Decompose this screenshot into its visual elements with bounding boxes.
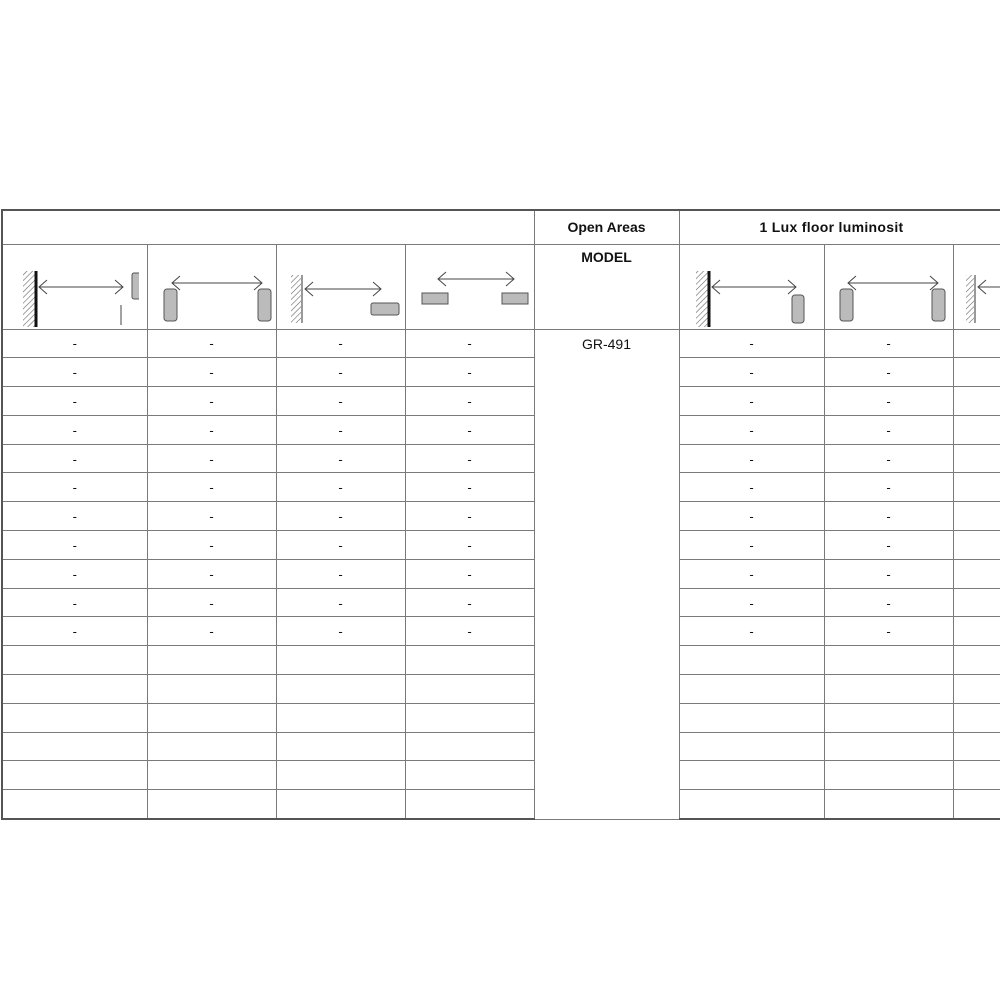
table-cell <box>824 790 953 819</box>
cell-value: - <box>338 480 343 496</box>
table-cell <box>824 646 953 675</box>
cell-value: - <box>72 365 77 381</box>
cell-value: - <box>749 537 754 553</box>
cell-value: - <box>72 336 77 352</box>
table-cell <box>953 675 1000 704</box>
cell-value: - <box>72 393 77 409</box>
cell-value: - <box>72 451 77 467</box>
table-cell <box>824 329 953 358</box>
cell-value: - <box>209 624 214 640</box>
header-row-icons <box>2 244 1000 329</box>
cell-value: - <box>338 595 343 611</box>
table-row <box>2 703 1000 732</box>
table-cell <box>147 559 276 588</box>
table-cell <box>405 675 534 704</box>
cell-value: - <box>749 566 754 582</box>
cell-value: - <box>72 422 77 438</box>
cell-value: - <box>467 537 472 553</box>
table-cell <box>405 617 534 646</box>
table-cell <box>276 559 405 588</box>
table-cell <box>953 444 1000 473</box>
table-cell <box>147 415 276 444</box>
table-cell <box>276 531 405 560</box>
icon-cell-7 <box>953 244 1000 329</box>
table-cell <box>405 588 534 617</box>
table-cell <box>2 473 147 502</box>
table-cell <box>405 444 534 473</box>
table-cell <box>276 588 405 617</box>
table-cell <box>2 675 147 704</box>
model-value: GR-491 <box>534 329 679 819</box>
table-row <box>2 444 1000 473</box>
table-cell <box>147 646 276 675</box>
table-cell <box>679 588 824 617</box>
table-cell <box>824 761 953 790</box>
table-cell <box>405 502 534 531</box>
table-cell <box>2 761 147 790</box>
table-cell <box>679 617 824 646</box>
table-cell <box>824 732 953 761</box>
table-cell <box>405 415 534 444</box>
table-cell <box>405 387 534 416</box>
table-cell <box>276 675 405 704</box>
table-cell <box>679 329 824 358</box>
table-cell <box>679 415 824 444</box>
table-cell <box>679 473 824 502</box>
icon-cell-5 <box>679 244 824 329</box>
table-row <box>2 675 1000 704</box>
cell-value: - <box>749 595 754 611</box>
table-cell <box>276 502 405 531</box>
table-row <box>2 473 1000 502</box>
table-cell <box>147 732 276 761</box>
model-heading: MODEL <box>534 244 679 329</box>
table-cell <box>276 387 405 416</box>
table-cell <box>2 329 147 358</box>
table-cell <box>679 732 824 761</box>
table-cell <box>2 790 147 819</box>
table-row <box>2 761 1000 790</box>
table-cell <box>2 415 147 444</box>
table-cell <box>953 502 1000 531</box>
cell-value: - <box>209 422 214 438</box>
table-cell <box>953 329 1000 358</box>
cell-value: - <box>749 624 754 640</box>
table-cell <box>679 703 824 732</box>
table-cell <box>679 646 824 675</box>
table-cell <box>147 502 276 531</box>
table-row <box>2 790 1000 819</box>
cell-value: - <box>886 595 891 611</box>
table-cell <box>2 559 147 588</box>
table-row <box>2 502 1000 531</box>
table-cell <box>824 502 953 531</box>
cell-value: - <box>72 595 77 611</box>
table-cell <box>276 415 405 444</box>
cell-value: - <box>338 624 343 640</box>
cell-value: - <box>72 509 77 525</box>
icon-cell-1 <box>2 244 147 329</box>
box-to-box-distance-icon <box>152 247 272 327</box>
table-cell <box>679 675 824 704</box>
table-cell <box>405 646 534 675</box>
open-areas-spec-table <box>1 209 1000 820</box>
cell-value: - <box>209 365 214 381</box>
wall-to-box-distance-icon <box>682 247 822 327</box>
cell-value: - <box>749 480 754 496</box>
cell-value: - <box>209 451 214 467</box>
table-cell <box>679 531 824 560</box>
table-row <box>2 732 1000 761</box>
table-cell <box>147 444 276 473</box>
table-cell <box>405 790 534 819</box>
open-areas-heading: Open Areas <box>534 210 679 244</box>
cell-value: - <box>338 365 343 381</box>
icon-cell-6 <box>824 244 953 329</box>
cell-value: - <box>886 509 891 525</box>
cell-value: - <box>209 336 214 352</box>
cell-value: - <box>467 624 472 640</box>
wall-to-box-distance-icon <box>11 247 139 327</box>
table-cell <box>147 790 276 819</box>
table-cell <box>824 444 953 473</box>
table-cell <box>147 531 276 560</box>
cell-value: - <box>209 537 214 553</box>
table-cell <box>147 588 276 617</box>
table-cell <box>953 473 1000 502</box>
table-cell <box>276 790 405 819</box>
table-cell <box>2 531 147 560</box>
table-cell <box>276 444 405 473</box>
table-cell <box>276 703 405 732</box>
cell-value: - <box>209 566 214 582</box>
cell-value: - <box>886 480 891 496</box>
table-cell <box>824 387 953 416</box>
cell-value: - <box>749 509 754 525</box>
table-cell <box>147 387 276 416</box>
table-cell <box>953 588 1000 617</box>
cell-value: - <box>886 365 891 381</box>
table-cell <box>824 703 953 732</box>
table-cell <box>147 675 276 704</box>
cell-value: - <box>467 422 472 438</box>
cell-value: - <box>749 365 754 381</box>
table-cell <box>679 761 824 790</box>
cell-value: - <box>886 537 891 553</box>
table-row <box>2 531 1000 560</box>
cell-value: - <box>209 393 214 409</box>
table-cell <box>147 358 276 387</box>
table-cell <box>405 761 534 790</box>
cell-value: - <box>749 336 754 352</box>
cell-value: - <box>338 451 343 467</box>
cell-value: - <box>72 480 77 496</box>
table-cell <box>147 329 276 358</box>
cell-value: - <box>886 336 891 352</box>
cell-value: - <box>467 566 472 582</box>
table-cell <box>953 646 1000 675</box>
cell-value: - <box>338 509 343 525</box>
cell-value: - <box>338 566 343 582</box>
cell-value: - <box>886 422 891 438</box>
table-row <box>2 646 1000 675</box>
wall-to-flat-box-distance-icon <box>281 247 401 327</box>
table-cell <box>953 617 1000 646</box>
table-row <box>2 559 1000 588</box>
table-cell <box>2 646 147 675</box>
table-cell <box>953 531 1000 560</box>
table-cell <box>405 473 534 502</box>
table-cell <box>276 473 405 502</box>
cell-value: - <box>886 566 891 582</box>
table-cell <box>824 588 953 617</box>
cell-value: - <box>886 451 891 467</box>
table-row <box>2 387 1000 416</box>
table-cell <box>147 703 276 732</box>
cell-value: - <box>209 480 214 496</box>
table-cell <box>953 559 1000 588</box>
table-cell <box>953 732 1000 761</box>
table-cell <box>953 387 1000 416</box>
table-cell <box>824 617 953 646</box>
cell-value: - <box>338 422 343 438</box>
table-cell <box>276 761 405 790</box>
cell-value: - <box>467 336 472 352</box>
icon-cell-4 <box>405 244 534 329</box>
cell-value: - <box>749 451 754 467</box>
table-row <box>2 617 1000 646</box>
cell-value: - <box>749 393 754 409</box>
table-cell <box>2 732 147 761</box>
table-cell <box>405 329 534 358</box>
table-row <box>2 588 1000 617</box>
table-cell <box>276 617 405 646</box>
table-cell <box>824 473 953 502</box>
table-cell <box>824 559 953 588</box>
table-cell <box>2 502 147 531</box>
table-cell <box>679 387 824 416</box>
cell-value: - <box>467 451 472 467</box>
table-cell <box>405 358 534 387</box>
table-cell <box>953 761 1000 790</box>
cell-value: - <box>72 624 77 640</box>
cell-value: - <box>338 537 343 553</box>
table-cell <box>953 358 1000 387</box>
table-cell <box>276 358 405 387</box>
table-row <box>2 329 1000 358</box>
box-to-box-distance-icon <box>826 247 951 327</box>
cell-value: - <box>72 537 77 553</box>
cell-value: - <box>467 393 472 409</box>
table-cell <box>824 415 953 444</box>
icon-cell-2 <box>147 244 276 329</box>
cell-value: - <box>467 595 472 611</box>
flat-box-to-flat-box-distance-icon <box>410 247 530 327</box>
cell-value: - <box>72 566 77 582</box>
cell-value: - <box>338 336 343 352</box>
cell-value: - <box>467 509 472 525</box>
cell-value: - <box>209 595 214 611</box>
cell-value: - <box>886 393 891 409</box>
table-row <box>2 358 1000 387</box>
table-cell <box>2 703 147 732</box>
table-cell <box>824 675 953 704</box>
table-cell <box>679 790 824 819</box>
table-cell <box>679 358 824 387</box>
cell-value: - <box>886 624 891 640</box>
icon-cell-3 <box>276 244 405 329</box>
table-cell <box>276 646 405 675</box>
table-row <box>2 415 1000 444</box>
table-cell <box>405 531 534 560</box>
table-cell <box>679 502 824 531</box>
table-cell <box>2 444 147 473</box>
table-cell <box>405 732 534 761</box>
table-cell <box>679 444 824 473</box>
table-cell <box>405 559 534 588</box>
cell-value: - <box>467 480 472 496</box>
table-cell <box>147 473 276 502</box>
table-cell <box>679 559 824 588</box>
table-cell <box>276 329 405 358</box>
table-cell <box>953 790 1000 819</box>
table-cell <box>147 617 276 646</box>
table-cell <box>953 415 1000 444</box>
header-blank-cell <box>2 210 534 244</box>
table-cell <box>2 387 147 416</box>
cell-value: - <box>749 422 754 438</box>
cell-value: - <box>209 509 214 525</box>
table-cell <box>2 358 147 387</box>
wall-distance-icon <box>954 247 1000 327</box>
cell-value: - <box>338 393 343 409</box>
table-cell <box>2 617 147 646</box>
table-cell <box>276 732 405 761</box>
table-cell <box>953 703 1000 732</box>
header-row-top <box>2 210 1000 244</box>
table-cell <box>824 531 953 560</box>
lux-floor-luminosity-heading: 1 Lux floor luminosit <box>679 210 1000 244</box>
table-cell <box>2 588 147 617</box>
table-cell <box>405 703 534 732</box>
cell-value: - <box>467 365 472 381</box>
table-cell <box>824 358 953 387</box>
table-cell <box>147 761 276 790</box>
